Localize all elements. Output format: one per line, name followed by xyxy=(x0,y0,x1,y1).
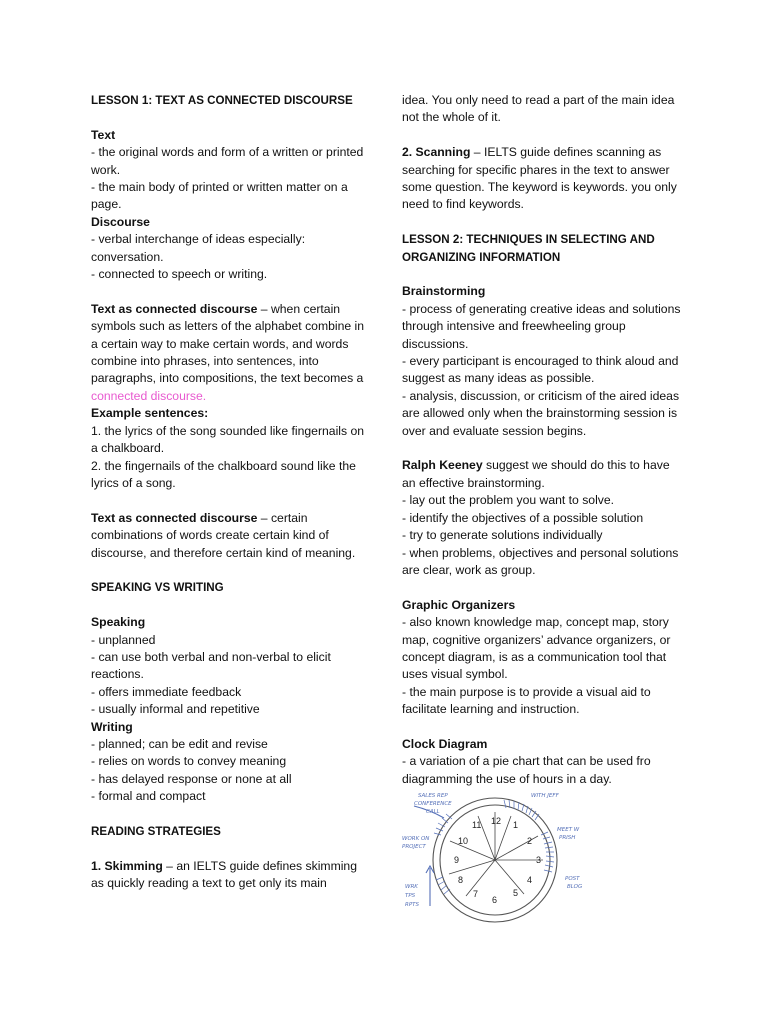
keeney-item: - identify the objectives of a possible solution xyxy=(402,510,644,525)
clock-number: 6 xyxy=(492,895,498,905)
brainstorming-heading: Brainstorming xyxy=(402,284,486,299)
clock-number: 8 xyxy=(458,875,464,885)
brainstorming-item: - analysis, discussion, or criticism of the aired ideas are allowed only when the brainstorming session is over and evaluate session begins. xyxy=(402,388,680,438)
clock-number: 3 xyxy=(536,855,542,865)
annotation-work-on: WORK ON xyxy=(402,836,430,842)
annotation-sales-rep: SALES REP xyxy=(418,793,448,799)
annotation-with-jeff: WITH JEFF xyxy=(531,793,559,799)
keeney-item: - lay out the problem you want to solve. xyxy=(402,493,615,508)
speaking-item: - usually informal and repetitive xyxy=(91,702,260,717)
skimming-continuation: idea. You only need to read a part of the main idea not the whole of it. xyxy=(402,93,675,125)
annotation-blog: BLOG xyxy=(567,884,583,890)
skimming-term: 1. Skimming xyxy=(91,858,163,873)
clock-diagram-figure xyxy=(400,788,615,928)
keeney-item: - try to generate solutions individually xyxy=(402,528,603,543)
clock-number: 12 xyxy=(491,816,502,826)
writing-heading: Writing xyxy=(91,719,133,734)
connected-discourse-body-2: – certain combinations of words create certain kind of discourse, and therefore certain kind of meaning. xyxy=(91,510,356,560)
lesson1-title: LESSON 1: TEXT AS CONNECTED DISCOURSE xyxy=(91,94,353,107)
annotation-prish: PRISH xyxy=(559,835,576,841)
writing-item: - planned; can be edit and revise xyxy=(91,736,268,751)
clock-number: 9 xyxy=(454,855,460,865)
keeney-paragraph xyxy=(402,457,686,492)
clock-number: 1 xyxy=(513,820,519,830)
speaking-item: - can use both verbal and non-verbal to elicit reactions. xyxy=(91,649,331,682)
clock-number: 10 xyxy=(458,836,469,846)
writing-item: - has delayed response or none at all xyxy=(91,771,292,786)
lesson2-title: LESSON 2: TECHNIQUES IN SELECTING AND ORGANIZING INFORMATION xyxy=(402,233,655,264)
graphic-organizers-item: - the main purpose is to provide a visual aid to facilitate learning and instruction. xyxy=(402,684,651,717)
example-sentence-1: 1. the lyrics of the song sounded like fingernails on a chalkboard. xyxy=(91,423,365,456)
brainstorming-item: - every participant is encouraged to think aloud and suggest as many ideas as possible. xyxy=(402,354,679,386)
example-sentences-heading: Example sentences: xyxy=(91,406,209,421)
clock-number: 2 xyxy=(527,836,533,846)
annotation-rpts: RPTS xyxy=(405,902,419,908)
discourse-heading: Discourse xyxy=(91,214,150,229)
speaking-heading: Speaking xyxy=(91,615,146,630)
annotation-post: POST xyxy=(565,876,580,882)
speaking-item: - unplanned xyxy=(91,632,156,647)
skimming-body: – an IELTS guide defines skimming as quickly reading a text to get only its main xyxy=(91,858,357,891)
connected-discourse-term-2: Text as connected discourse xyxy=(91,510,258,525)
skimming-paragraph xyxy=(91,858,373,893)
text-definition-1: - the original words and form of a written or printed work. xyxy=(91,145,364,177)
clock-diagram-illustration xyxy=(400,788,615,928)
scanning-paragraph xyxy=(402,144,686,214)
clock-number: 11 xyxy=(472,820,482,830)
example-sentence-2: 2. the fingernails of the chalkboard sound like the lyrics of a song. xyxy=(91,458,356,490)
clock-diagram-definition: - a variation of a pie chart that can be used fro diagramming the use of hours in a day. xyxy=(402,754,651,786)
annotation-meet: MEET W xyxy=(557,827,580,833)
keeney-body: suggest we should do this to have an effective brainstorming. xyxy=(402,458,670,490)
annotation-wrk: WRK xyxy=(405,884,418,890)
connected-discourse-highlight: connected discourse. xyxy=(91,388,207,403)
writing-item: - relies on words to convey meaning xyxy=(91,754,287,769)
text-definition-2: - the main body of printed or written matter on a page. xyxy=(91,180,348,212)
reading-strategies-title: READING STRATEGIES xyxy=(91,824,221,838)
connected-discourse-body: – when certain symbols such as letters of the alphabet combine in a certain way to make certain words, and words combine into phrases, into sentences, into paragraphs, into compositions, the text becomes a xyxy=(91,301,365,386)
clock-diagram-heading: Clock Diagram xyxy=(402,736,488,751)
clock-annotations xyxy=(402,793,582,908)
connected-discourse-paragraph-1 xyxy=(91,301,373,405)
writing-item: - formal and compact xyxy=(91,789,206,804)
annotation-conference: CONFERENCE xyxy=(414,801,452,807)
scanning-term: 2. Scanning xyxy=(402,145,471,160)
text-heading: Text xyxy=(91,127,116,142)
discourse-definition-1: - verbal interchange of ideas especially: conversation. xyxy=(91,232,306,264)
clock-number: 4 xyxy=(527,875,533,885)
left-column xyxy=(91,92,373,893)
clock-number: 5 xyxy=(513,888,519,898)
speaking-item: - offers immediate feedback xyxy=(91,684,242,699)
annotation-project: PROJECT xyxy=(402,844,426,850)
keeney-term: Ralph Keeney xyxy=(402,458,483,473)
scanning-body: – IELTS guide defines scanning as searching for specific phares in the text to answer some question. The keyword is keywords. you only need to find keywords. xyxy=(402,145,677,212)
discourse-definition-2: - connected to speech or writing. xyxy=(91,267,268,282)
annotation-call: CALL xyxy=(426,809,440,815)
annotation-tps: TPS xyxy=(405,893,416,899)
right-column xyxy=(402,92,686,788)
keeney-item: - when problems, objectives and personal solutions are clear, work as group. xyxy=(402,545,679,577)
connected-discourse-term: Text as connected discourse xyxy=(91,301,258,316)
clock-arrow xyxy=(414,806,444,906)
brainstorming-item: - process of generating creative ideas and solutions through intensive and freewheeling group discussions. xyxy=(402,301,681,351)
clock-number: 7 xyxy=(473,889,479,899)
connected-discourse-paragraph-2 xyxy=(91,510,373,562)
speaking-vs-writing-title: SPEAKING VS WRITING xyxy=(91,581,224,595)
graphic-organizers-heading: Graphic Organizers xyxy=(402,597,516,612)
graphic-organizers-item: - also known knowledge map, concept map, story map, cognitive organizers’ advance organizers, or concept diagram, is as a communication tool that uses visual symbol. xyxy=(402,615,671,682)
clock-numbers xyxy=(454,816,541,905)
